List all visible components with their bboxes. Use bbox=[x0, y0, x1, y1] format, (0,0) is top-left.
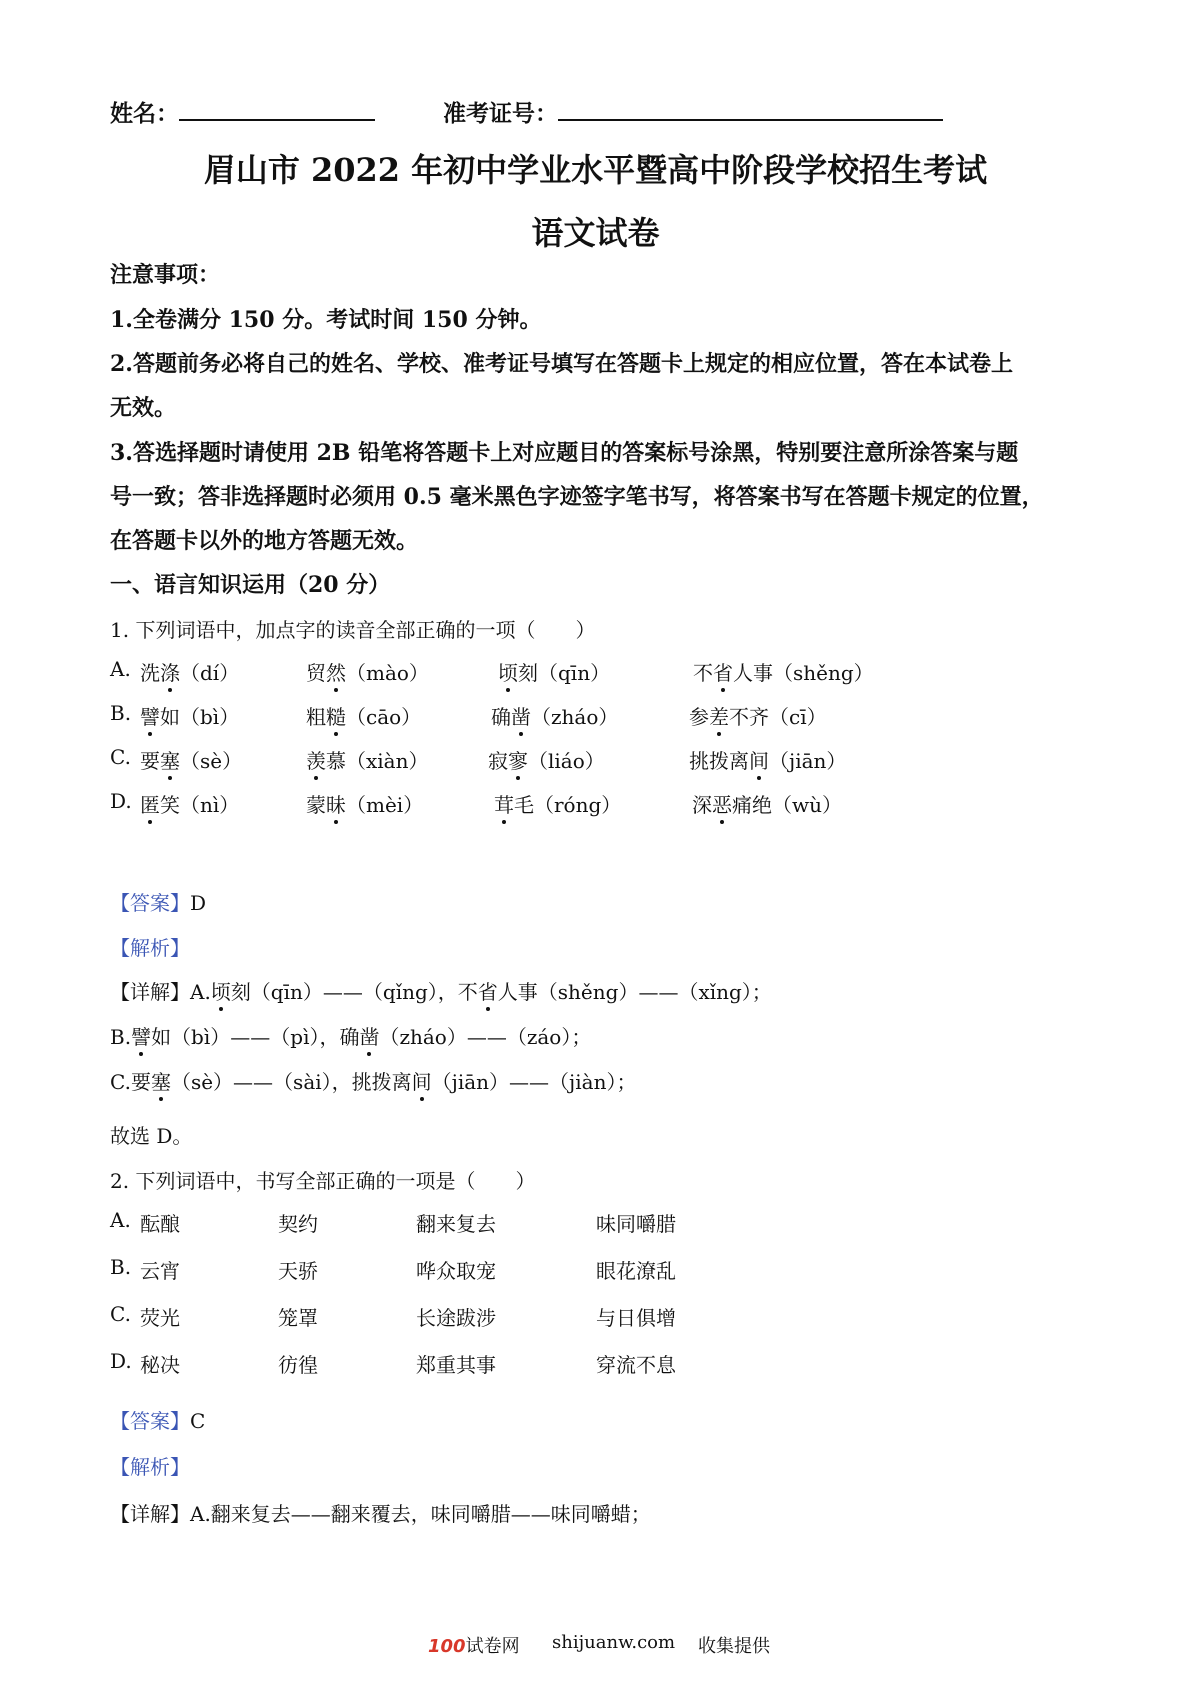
notice-item-3-line-3: 在答题卡以外的地方答题无效。 bbox=[110, 528, 419, 554]
q2-option-word: 笼罩 bbox=[278, 1306, 318, 1330]
q1-option-word: 挑拨离间（jiān） bbox=[689, 749, 847, 773]
exam-no-blank bbox=[558, 97, 943, 121]
name-blank bbox=[179, 97, 375, 121]
page-title: 眉山市 2022 年初中学业水平暨高中阶段学校招生考试 bbox=[203, 151, 988, 189]
q1-option-word: 要塞（sè） bbox=[140, 749, 243, 773]
q2-option-word: 天骄 bbox=[278, 1259, 318, 1283]
q2-stem: 2. 下列词语中，书写全部正确的一项是（ ） bbox=[110, 1169, 536, 1193]
q1-option-word: 深恶痛绝（wù） bbox=[692, 793, 842, 817]
q1-option-letter: A. bbox=[110, 657, 131, 681]
q1-option-word: 譬如（bì） bbox=[140, 705, 240, 729]
q2-option-word: 彷徨 bbox=[278, 1353, 318, 1377]
q2-option-letter: A. bbox=[110, 1208, 131, 1232]
q1-option-letter: D. bbox=[110, 789, 132, 813]
header-row bbox=[110, 95, 943, 128]
q1-detail-line-1: 【详解】A.顷刻（qīn）——（qǐng），不省人事（shěng）——（xǐng）； bbox=[110, 980, 772, 1004]
q1-option-word: 洗涤（dí） bbox=[140, 661, 240, 685]
brand-logo: 100 bbox=[428, 1636, 466, 1657]
notice-item-2-line-1: 2.答题前务必将自己的姓名、学校、准考证号填写在答题卡上规定的相应位置，答在本试卷上 bbox=[110, 351, 1013, 377]
notice-item-1: 1.全卷满分 150 分。考试时间 150 分钟。 bbox=[110, 307, 542, 333]
exam-no-label: 准考证号： bbox=[443, 100, 559, 127]
q2-option-word: 与日俱增 bbox=[596, 1306, 676, 1330]
q1-option-word: 茸毛（róng） bbox=[494, 793, 622, 817]
q1-option-word: 贸然（mào） bbox=[306, 661, 429, 685]
q2-option-word: 眼花潦乱 bbox=[596, 1259, 676, 1283]
q1-option-word: 确凿（zháo） bbox=[491, 705, 619, 729]
q1-option-word: 匿笑（nì） bbox=[140, 793, 240, 817]
q2-option-word: 荧光 bbox=[140, 1306, 180, 1330]
q1-option-word: 参差不齐（cī） bbox=[689, 705, 827, 729]
notice-item-2-line-2: 无效。 bbox=[110, 395, 177, 421]
brand-name: 试卷网 bbox=[465, 1636, 520, 1657]
q2-option-letter: C. bbox=[110, 1302, 131, 1326]
q2-option-word: 郑重其事 bbox=[416, 1353, 496, 1377]
q2-answer: 【答案】C bbox=[110, 1409, 206, 1433]
q1-option-letter: C. bbox=[110, 745, 131, 769]
q1-option-word: 蒙昧（mèi） bbox=[306, 793, 424, 817]
name-label: 姓名： bbox=[110, 100, 179, 127]
q2-option-word: 秘决 bbox=[140, 1353, 180, 1377]
q1-option-letter: B. bbox=[110, 701, 132, 725]
q2-analysis-tag: 【解析】 bbox=[110, 1455, 190, 1479]
q1-answer: 【答案】D bbox=[110, 891, 207, 915]
q1-conclusion: 故选 D。 bbox=[110, 1124, 193, 1148]
q1-stem: 1. 下列词语中，加点字的读音全部正确的一项（ ） bbox=[110, 618, 596, 642]
q2-option-word: 长途跋涉 bbox=[416, 1306, 496, 1330]
q1-detail-line-3: C.要塞（sè）——（sài），挑拨离间（jiān）——（jiàn）； bbox=[110, 1070, 637, 1094]
q1-option-word: 不省人事（shěng） bbox=[693, 661, 874, 685]
q1-option-word: 羡慕（xiàn） bbox=[306, 749, 429, 773]
footer-credit: 收集提供 bbox=[698, 1636, 770, 1657]
q1-option-word: 寂寥（liáo） bbox=[488, 749, 605, 773]
q2-option-letter: B. bbox=[110, 1255, 132, 1279]
q1-option-word: 顷刻（qīn） bbox=[498, 661, 611, 685]
q2-option-word: 酝酿 bbox=[140, 1212, 180, 1236]
footer-url: shijuanw.com bbox=[552, 1632, 676, 1653]
notice-heading: 注意事项： bbox=[110, 262, 221, 288]
q1-option-word: 粗糙（cāo） bbox=[306, 705, 422, 729]
q2-option-word: 翻来复去 bbox=[416, 1212, 496, 1236]
q1-detail-line-2: B.譬如（bì）——（pì），确凿（zháo）——（záo）； bbox=[110, 1025, 592, 1049]
q2-option-word: 云宵 bbox=[140, 1259, 180, 1283]
q2-option-word: 味同嚼腊 bbox=[596, 1212, 676, 1236]
q2-option-word: 哗众取宠 bbox=[416, 1259, 496, 1283]
q2-option-word: 穿流不息 bbox=[596, 1353, 676, 1377]
notice-item-3-line-1: 3.答选择题时请使用 2B 铅笔将答题卡上对应题目的答案标号涂黑，特别要注意所涂答案与题 bbox=[110, 440, 1019, 466]
section-1-heading: 一、语言知识运用（20 分） bbox=[110, 572, 391, 598]
page-subtitle: 语文试卷 bbox=[531, 214, 660, 252]
footer-brand bbox=[428, 1632, 520, 1658]
q2-option-letter: D. bbox=[110, 1349, 132, 1373]
q1-analysis-tag: 【解析】 bbox=[110, 936, 190, 960]
q2-option-word: 契约 bbox=[278, 1212, 318, 1236]
notice-item-3-line-2: 号一致；答非选择题时必须用 0.5 毫米黑色字迹签字笔书写，将答案书写在答题卡规定的位置， bbox=[110, 484, 1044, 510]
q2-detail: 【详解】A.翻来复去——翻来覆去，味同嚼腊——味同嚼蜡； bbox=[110, 1502, 651, 1526]
